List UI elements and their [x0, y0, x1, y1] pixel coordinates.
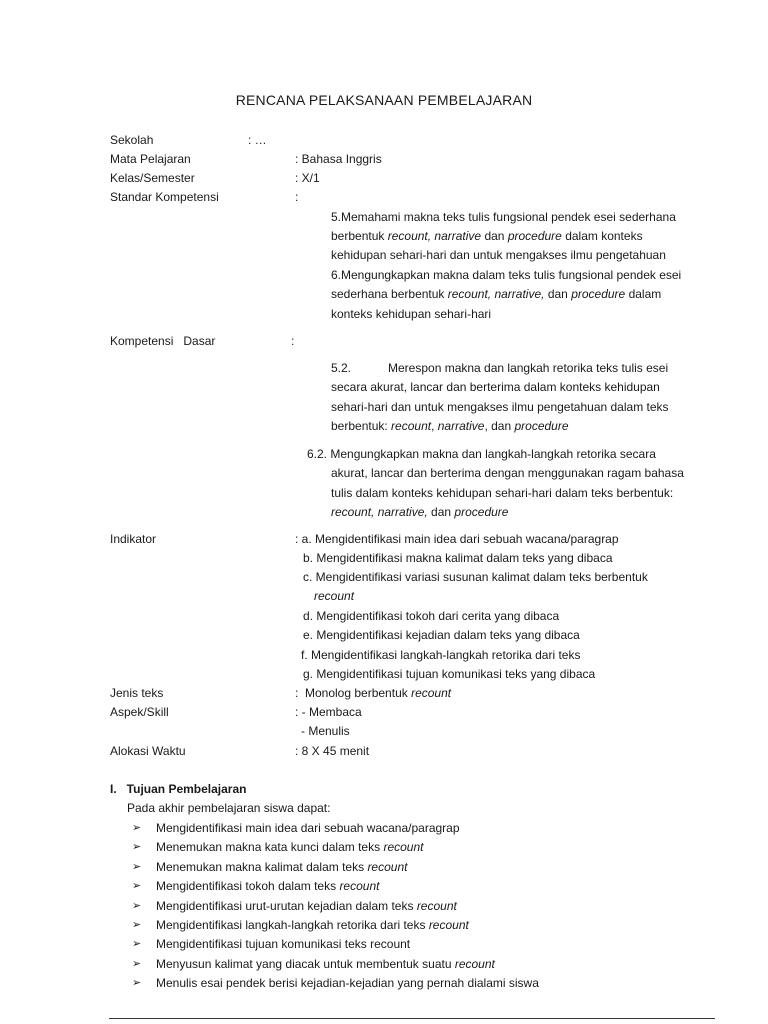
- objective-item: [0, 858, 768, 877]
- label-sekolah: Sekolah: [110, 133, 154, 147]
- label-kelas-semester: Kelas/Semester: [110, 171, 195, 185]
- value-standar-kompetensi: :: [295, 190, 299, 204]
- value-aspek-membaca: : - Membaca: [295, 705, 362, 719]
- label-aspek-skill: Aspek/Skill: [110, 705, 169, 719]
- objective-text: Mengidentifikasi urut-urutan kejadian dalam teks recount: [156, 899, 457, 913]
- value-alokasi-waktu: : 8 X 45 menit: [295, 744, 370, 758]
- value-kelas-semester: : X/1: [295, 171, 320, 185]
- arrow-bullet-icon: ➢: [132, 958, 142, 970]
- arrow-bullet-icon: ➢: [132, 977, 142, 989]
- indicator-g: g. Mengidentifikasi tujuan komunikasi teks yang dibaca: [303, 667, 596, 681]
- kd-line-3: sehari-hari dan untuk mengakses ilmu pengetahuan dalam teks: [331, 400, 669, 414]
- objective-text: Menulis esai pendek berisi kejadian-kejadian yang pernah dialami siswa: [156, 976, 539, 990]
- kd-6-2-line-4: recount, narrative, dan procedure: [331, 505, 509, 519]
- objective-item: [0, 916, 768, 935]
- sk-line-1: 5.Memahami makna teks tulis fungsional pendek esei sederhana: [331, 210, 676, 224]
- section-intro: Pada akhir pembelajaran siswa dapat:: [127, 801, 331, 815]
- objective-text: Menemukan makna kata kunci dalam teks recount: [156, 840, 424, 854]
- sk-line-3: kehidupan sehari-hari dan untuk mengakses ilmu pengetahuan: [331, 248, 666, 262]
- objective-text: Mengidentifikasi tokoh dalam teks recount: [156, 879, 380, 893]
- arrow-bullet-icon: ➢: [132, 900, 142, 912]
- document-title: RENCANA PELAKSANAAN PEMBELAJARAN: [235, 92, 533, 108]
- kd-6-2-line-2: akurat, lancar dan berterima dengan menggunakan ragam bahasa: [331, 466, 684, 480]
- kd-line-2: secara akurat, lancar dan berterima dalam konteks kehidupan: [331, 380, 660, 394]
- value-mata-pelajaran: : Bahasa Inggris: [295, 152, 382, 166]
- kd-line-4: berbentuk: recount, narrative, dan procedure: [331, 419, 569, 433]
- value-sekolah: : …: [248, 133, 267, 147]
- sk-line-5: sederhana berbentuk recount, narrative, dan procedure dalam: [331, 287, 662, 301]
- label-mata-pelajaran: Mata Pelajaran: [110, 152, 191, 166]
- indicator-b: b. Mengidentifikasi makna kalimat dalam teks yang dibaca: [303, 551, 613, 565]
- kd-line-1: Merespon makna dan langkah retorika teks tulis esei: [388, 361, 669, 375]
- section-heading-tujuan: I. Tujuan Pembelajaran: [110, 782, 247, 796]
- objective-item: [0, 935, 768, 954]
- arrow-bullet-icon: ➢: [132, 938, 142, 950]
- kd-6-2-line-3: tulis dalam konteks kehidupan sehari-hari dalam teks berbentuk:: [331, 486, 674, 500]
- value-kompetensi-dasar: :: [291, 334, 295, 348]
- label-indikator: Indikator: [110, 532, 157, 546]
- objective-item: [0, 955, 768, 974]
- arrow-bullet-icon: ➢: [132, 861, 142, 873]
- label-jenis-teks: Jenis teks: [110, 686, 164, 700]
- objective-item: [0, 819, 768, 838]
- sk-line-2: berbentuk recount, narrative dan procedure dalam konteks: [331, 229, 643, 243]
- arrow-bullet-icon: ➢: [132, 841, 142, 853]
- indicator-c: c. Mengidentifikasi variasi susunan kalimat dalam teks berbentuk: [303, 570, 648, 584]
- label-standar-kompetensi: Standar Kompetensi: [110, 190, 219, 204]
- objective-text: Mengidentifikasi langkah-langkah retorika dari teks recount: [156, 918, 469, 932]
- value-jenis-teks: : Monolog berbentuk recount: [295, 686, 452, 700]
- arrow-bullet-icon: ➢: [132, 880, 142, 892]
- objective-text: Mengidentifikasi main idea dari sebuah wacana/paragrap: [156, 821, 460, 835]
- objective-item: [0, 877, 768, 896]
- arrow-bullet-icon: ➢: [132, 822, 142, 834]
- arrow-bullet-icon: ➢: [132, 919, 142, 931]
- label-kompetensi-dasar: Kompetensi Dasar: [110, 334, 216, 348]
- objective-text: Mengidentifikasi tujuan komunikasi teks recount: [156, 937, 411, 951]
- objective-item: [0, 897, 768, 916]
- footer-divider: [109, 1018, 715, 1019]
- indicator-a: : a. Mengidentifikasi main idea dari sebuah wacana/paragrap: [295, 532, 619, 546]
- indicator-e: e. Mengidentifikasi kejadian dalam teks yang dibaca: [303, 628, 580, 642]
- kd-number-5-2: 5.2.: [331, 361, 352, 375]
- value-aspek-menulis: - Menulis: [301, 724, 350, 738]
- indicator-c-continuation: recount: [314, 589, 355, 603]
- objective-text: Menemukan makna kalimat dalam teks recount: [156, 860, 408, 874]
- objective-item: [0, 838, 768, 857]
- kd-6-2-line-1: 6.2. Mengungkapkan makna dan langkah-langkah retorika secara: [307, 447, 656, 461]
- objective-item: [0, 974, 768, 993]
- label-alokasi-waktu: Alokasi Waktu: [110, 744, 186, 758]
- sk-line-4: 6.Mengungkapkan makna dalam teks tulis fungsional pendek esei: [331, 268, 682, 282]
- indicator-d: d. Mengidentifikasi tokoh dari cerita yang dibaca: [303, 609, 560, 623]
- objective-text: Menyusun kalimat yang diacak untuk membentuk suatu recount: [156, 957, 495, 971]
- sk-line-6: konteks kehidupan sehari-hari: [331, 307, 492, 321]
- indicator-f: f. Mengidentifikasi langkah-langkah retorika dari teks: [301, 648, 581, 662]
